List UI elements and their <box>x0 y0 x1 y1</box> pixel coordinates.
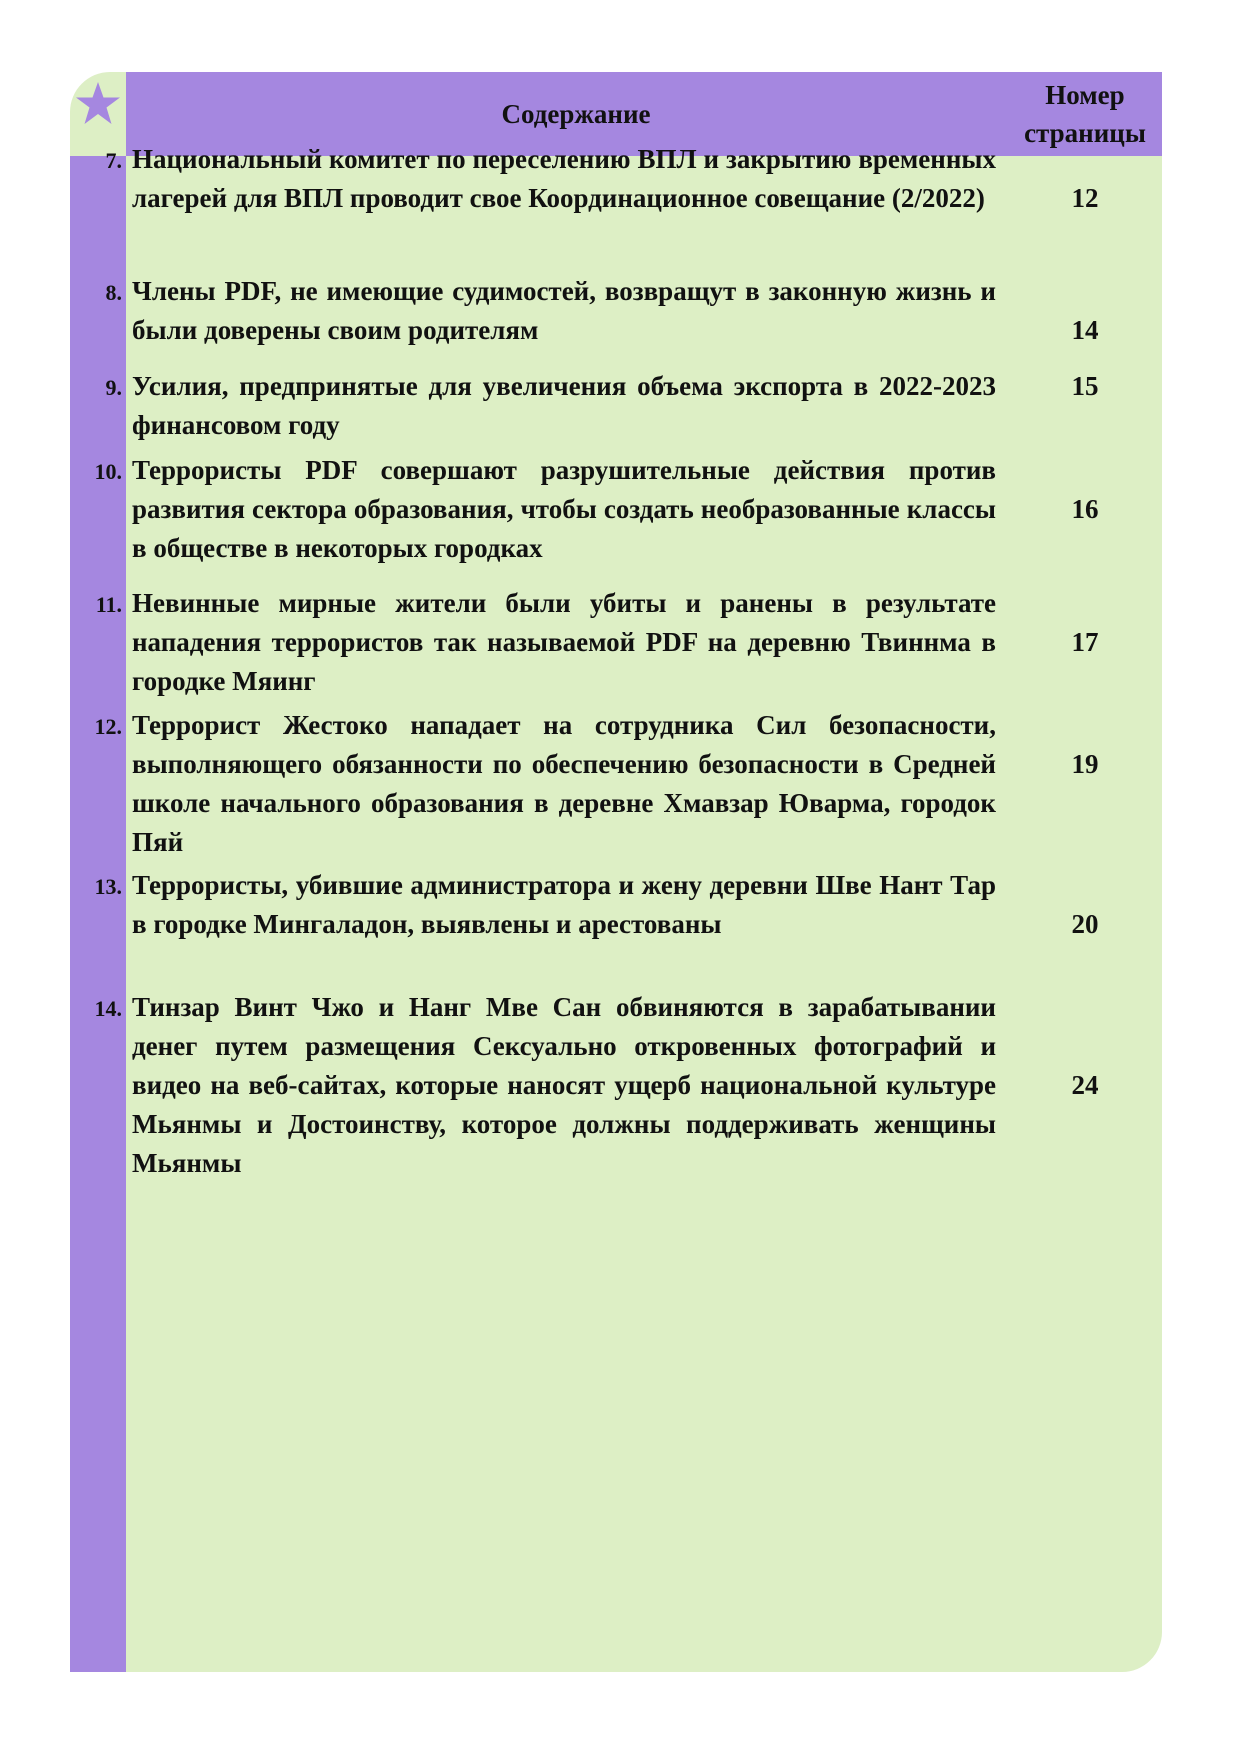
entry-title: Национальный комитет по переселению ВПЛ и закрытию временных лагерей для ВПЛ проводит свое Координационное совещание (2/2022) <box>132 144 996 213</box>
page-number-heading <box>1010 76 1160 152</box>
entry-number: 11. <box>95 592 122 617</box>
entry-page: 16 <box>1071 494 1099 524</box>
entry-title: Усилия, предпринятые для увеличения объема экспорта в 2022-2023 финансовом году <box>132 371 996 440</box>
star-icon <box>74 80 122 128</box>
entry-number: 12. <box>94 714 122 739</box>
entry-number: 14. <box>94 996 122 1021</box>
entry-page: 24 <box>1071 1070 1099 1100</box>
page-number-heading-line1: Номер <box>1045 80 1125 110</box>
entry-page: 17 <box>1071 627 1099 657</box>
entry-title: Террористы, убившие администратора и жену деревни Шве Нант Тар в городке Мингаладон, выявлены и арестованы <box>132 870 996 939</box>
entry-title: Тинзар Винт Чжо и Нанг Мве Сан обвиняются в зарабатывании денег путем размещения Сексуально откровенных фотографий и видео на веб-сайтах, которые наносят ущерб национальной культуре Мьянмы и Достоинству, которое должны поддерживать женщины Мьянмы <box>132 992 996 1178</box>
entry-title: Террорист Жестоко нападает на сотрудника Сил безопасности, выполняющего обязанности по обеспечению безопасности в Средней школе начального образования в деревне Хмавзар Юварма, городок Пяй <box>132 710 996 857</box>
entry-title: Террористы PDF совершают разрушительные действия против развития сектора образования, чтобы создать необразованные классы в обществе в некоторых городках <box>132 455 996 563</box>
entry-page: 12 <box>1071 183 1099 213</box>
entry-number: 10. <box>94 459 122 484</box>
contents-heading: Содержание <box>501 99 651 129</box>
entry-page: 19 <box>1071 749 1099 779</box>
entry-number: 9. <box>105 375 122 400</box>
toc-panel <box>70 72 1162 1672</box>
entry-title: Члены PDF, не имеющие судимостей, возвращут в законную жизнь и были доверены своим родителям <box>132 276 996 345</box>
entry-page: 20 <box>1071 909 1099 939</box>
entry-title: Невинные мирные жители были убиты и ранены в результате нападения террористов так называемой PDF на деревню Твиннма в городке Мяинг <box>132 588 996 696</box>
entry-number: 7. <box>105 148 122 173</box>
entry-page: 15 <box>1071 371 1099 401</box>
entry-page: 14 <box>1071 315 1099 345</box>
entry-number: 13. <box>94 874 122 899</box>
entry-number: 8. <box>105 280 122 305</box>
page-number-heading-line2: страницы <box>1024 118 1146 148</box>
